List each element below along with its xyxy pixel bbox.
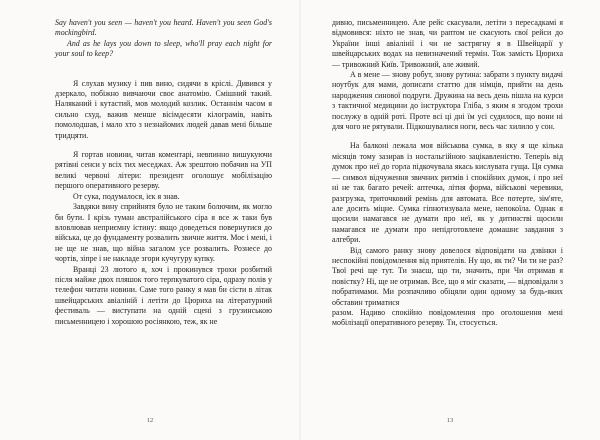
paragraph: Я слухав музику і пив вино, сидячи в кріслі. Дивився у дзеркало, побіжно вивчаючи своє анатомію. Смішний такий. Наляканий і кутастий, мов молодий козлик. Останнім часом я сильно схуд, важив менше вісімдесяти кілограмів, навіть помолодшав, і мало хто з незнайомих людей давав мені більше тридцяти. [55, 78, 272, 140]
epigraph-line: And as he lays you down to sleep, who'll pray each night for your soul to keep? [55, 38, 272, 59]
paragraph: дивно, письменницею. Але рейс скасували, летіти з пересадкамі я відмовився: ніхто не знав, чи раптом не скасують свої рейси до України інші авіалінії і чи не застрягну я в Швейцарії у швейцарських водах на невизначений термін. Тож замість Цюриха — тривожний Київ. Тривожний, але живий. [332, 18, 563, 69]
paragraph: От сука, подумалося, ієк я знав. [73, 191, 180, 201]
paragraph: Я гортав новини, читав коментарі, невпинно вишукуючи рятівні сенси у всіх тих меседжах. Аж зрештою побачив на УП великі червоні літери: президент оголошує мобілізацію першого оперативного резерву. [55, 150, 272, 191]
epigraph-line: Say haven't you seen — haven't you heard. Haven't you seen God's mockingbird. [55, 18, 272, 38]
right-page [300, 0, 600, 440]
paragraph: разом. Надиво спокійно повідомлення про оголошення мені мобілізації оперативного резерву. Ти, стосується. [332, 307, 563, 328]
paragraph: На балконі лежала моя військова сумка, в яку я ще кілька місяців тому зазирав із ностальгійною зацікавленістю. Теперіь від думок про неї до горла підкочувала якась кислувата гуща. Ця сумка — символ відчуження звичних ритмів і спокійних думок, і про неї ні не так багато речей: аптечка, літня форма, військові черевики, разгрузка, триточковий ремінь для автомата. Все потерте, зім'яте, але досить міцне. Сумка гіпнотизувала мене, непокоїла. Однак я щосили намагався не думати про неї, як у дитинстві щосили намагався не думати про непідготовлене домашнє завдання з алгебри. [332, 141, 563, 245]
page-number: 13 [446, 416, 454, 424]
paragraph: Вранці 23 лютого я, хоч і прокинувся трохи розбитий після майже двох пляшок того терпкуватого сіра, одразу полів у телефон читати новини. Саме того ранку я мав би сісти в літак швейцарських авіаліній і летіти до Цюриха на літературний фестиваль — виступати на одній сцені з грузинською письменницею і хорошою росіянкою, теж, як не [55, 264, 272, 326]
page-number: 12 [146, 416, 154, 424]
paragraph: Від самого ранку знову довелося відповідати на дзвінки і неспокійні повідомлення від приятелів. Ну що, як ти? Чи ти не раз? Твої речі ще тут. Ти знаєш, що ти, значить, при Чи отримав я повістку? Ні, ще не отримав. Все, що я міг сказати, — відповідали з побратимами. Ми розпачливо обіцяли один одному за будь-яких обставин триматися [332, 245, 563, 307]
paragraph: А в мене — знову робут, знову рутина: забрати з пункту видачі ноутбук для мами, дописати статтю для німців, прийти на день народження синової подруги. Дружина на весь день пішла на курси з тактичної медицини до інструктора Гліба, з яким я згодом трохи послужу в одній роті. Проте всі ці дні їм усі судилося, що вони ні для чого не рятували. Підкошувалися ноги, весь час хилило у сон. [332, 70, 563, 132]
epigraph [55, 18, 272, 60]
paragraph: Завдяки вину сприйнятя було не таким болючим, як могло би бути. І крізь туман австралійського сіра я все ж таки був вловлював неприємну істину: якщо доведеться повернутися до війська, це до фундаменту розвалить звичне життя. Моє і мені, і не ще не знав, що війна загалом усе розвалить. Рознесе до чортів, зіпре і не накладе згори кучугуру купку. [55, 202, 272, 264]
